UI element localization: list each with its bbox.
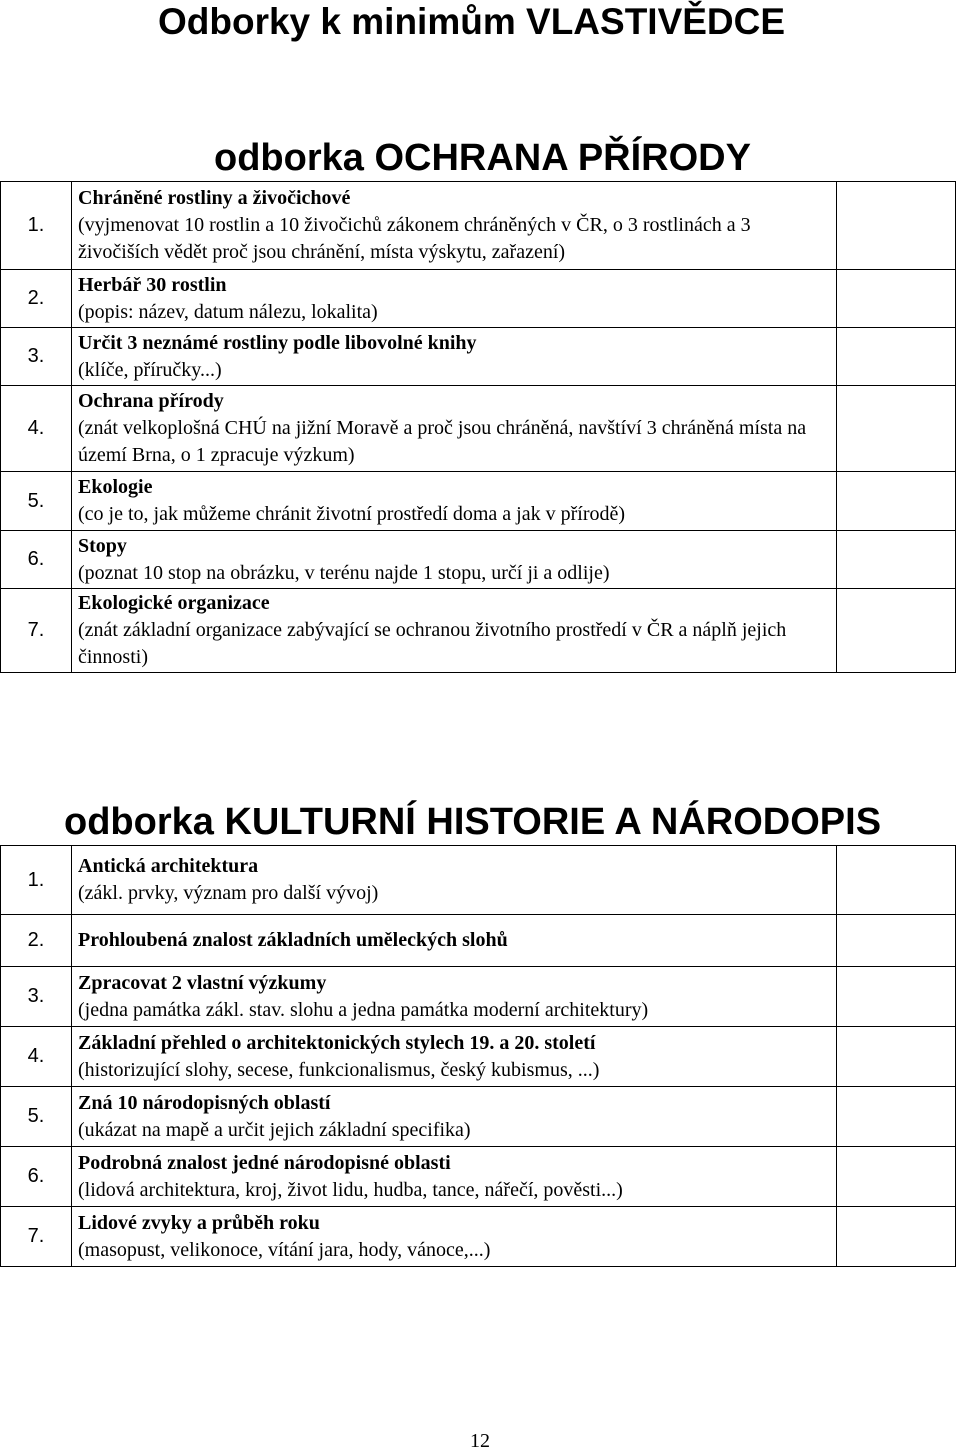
item-number: 1. <box>1 846 72 915</box>
item-title: Herbář 30 rostlin <box>78 273 227 296</box>
page-number: 12 <box>470 1430 490 1452</box>
page-title: Odborky k minimům VLASTIVĚDCE <box>158 1 786 42</box>
item-description <box>72 967 837 1027</box>
item-title: Podrobná znalost jedné národopisné oblasti <box>78 1151 451 1174</box>
check-cell <box>837 472 956 531</box>
item-number: 4. <box>1 386 72 472</box>
table-row <box>1 1207 956 1267</box>
item-description <box>72 182 837 270</box>
check-cell <box>837 1147 956 1207</box>
item-number: 2. <box>1 270 72 328</box>
item-number: 2. <box>1 915 72 967</box>
check-cell <box>837 589 956 673</box>
check-cell <box>837 846 956 915</box>
item-description <box>72 472 837 531</box>
item-detail: (klíče, příručky...) <box>78 358 222 381</box>
item-title: Ekologie <box>78 476 153 498</box>
item-detail: (vyjmenovat 10 rostlin a 10 živočichů zákonem chráněných v ČR, o 3 rostlinách a 3 živočiších vědět proč jsou chránění, místa výskytu, zařazení) <box>78 214 751 263</box>
table-row <box>1 846 956 915</box>
item-number: 3. <box>1 967 72 1027</box>
table-row <box>1 967 956 1027</box>
item-description <box>72 270 837 328</box>
item-detail: (lidová architektura, kroj, život lidu, hudba, tance, nářečí, pověsti...) <box>78 1178 623 1201</box>
item-detail: (zákl. prvky, význam pro další vývoj) <box>78 882 379 904</box>
item-detail: (co je to, jak můžeme chránit životní prostředí doma a jak v přírodě) <box>78 503 626 525</box>
check-cell <box>837 386 956 472</box>
check-cell <box>837 967 956 1027</box>
item-number: 5. <box>1 472 72 531</box>
item-detail: (znát velkoplošná CHÚ na jižní Moravě a proč jsou chráněná, navštíví 3 chráněná místa na území Brna, o 1 zpracuje výzkum) <box>78 417 807 466</box>
item-description <box>72 1147 837 1207</box>
item-detail: (popis: název, datum nálezu, lokalita) <box>78 300 378 323</box>
table-row <box>1 270 956 328</box>
item-number: 7. <box>1 589 72 673</box>
item-title: Ekologické organizace <box>78 592 270 614</box>
item-title: Antická architektura <box>78 855 259 877</box>
check-cell <box>837 1087 956 1147</box>
item-description <box>72 1027 837 1087</box>
item-title: Ochrana přírody <box>78 390 224 412</box>
section-title-ochrana-prirody: odborka OCHRANA PŘÍRODY <box>214 137 751 179</box>
check-cell <box>837 915 956 967</box>
item-title: Určit 3 neznámé rostliny podle libovolné knihy <box>78 331 477 354</box>
section-title-kulturni-historie: odborka KULTURNÍ HISTORIE A NÁRODOPIS <box>64 801 882 843</box>
table-row <box>1 328 956 386</box>
table-row <box>1 386 956 472</box>
item-detail: (historizující slohy, secese, funkcionalismus, český kubismus, ...) <box>78 1058 600 1081</box>
item-detail: (jedna památka zákl. stav. slohu a jedna památka moderní architektury) <box>78 998 649 1021</box>
table-row <box>1 1027 956 1087</box>
table-row <box>1 182 956 270</box>
item-number: 7. <box>1 1207 72 1267</box>
item-number: 6. <box>1 1147 72 1207</box>
item-description <box>72 531 837 589</box>
check-cell <box>837 1207 956 1267</box>
item-detail: (znát základní organizace zabývající se ochranou životního prostředí v ČR a náplň jejich činnosti) <box>78 619 787 668</box>
table-row <box>1 531 956 589</box>
item-description <box>72 386 837 472</box>
item-title: Stopy <box>78 534 127 557</box>
check-cell <box>837 1027 956 1087</box>
table-kulturni-historie <box>0 845 956 1267</box>
item-description <box>72 915 837 967</box>
item-title: Základní přehled o architektonických stylech 19. a 20. století <box>78 1031 596 1054</box>
item-detail: (ukázat na mapě a určit jejich základní specifika) <box>78 1118 471 1141</box>
item-description <box>72 328 837 386</box>
item-title: Prohloubená znalost základních uměleckých slohů <box>78 929 508 951</box>
table-row <box>1 915 956 967</box>
item-detail: (poznat 10 stop na obrázku, v terénu najde 1 stopu, určí ji a odlije) <box>78 561 610 584</box>
table-row <box>1 472 956 531</box>
check-cell <box>837 328 956 386</box>
item-number: 3. <box>1 328 72 386</box>
table-row <box>1 1147 956 1207</box>
item-title: Zpracovat 2 vlastní výzkumy <box>78 971 327 994</box>
item-number: 4. <box>1 1027 72 1087</box>
item-description <box>72 1207 837 1267</box>
item-description <box>72 589 837 673</box>
item-number: 6. <box>1 531 72 589</box>
table-row <box>1 589 956 673</box>
item-number: 5. <box>1 1087 72 1147</box>
table-ochrana-prirody <box>0 181 956 673</box>
check-cell <box>837 270 956 328</box>
item-number: 1. <box>1 182 72 270</box>
item-title: Zná 10 národopisných oblastí <box>78 1091 331 1114</box>
item-description <box>72 846 837 915</box>
item-title: Chráněné rostliny a živočichové <box>78 187 351 209</box>
item-description <box>72 1087 837 1147</box>
check-cell <box>837 182 956 270</box>
item-detail: (masopust, velikonoce, vítání jara, hody, vánoce,...) <box>78 1238 491 1261</box>
check-cell <box>837 531 956 589</box>
table-row <box>1 1087 956 1147</box>
item-title: Lidové zvyky a průběh roku <box>78 1211 320 1234</box>
